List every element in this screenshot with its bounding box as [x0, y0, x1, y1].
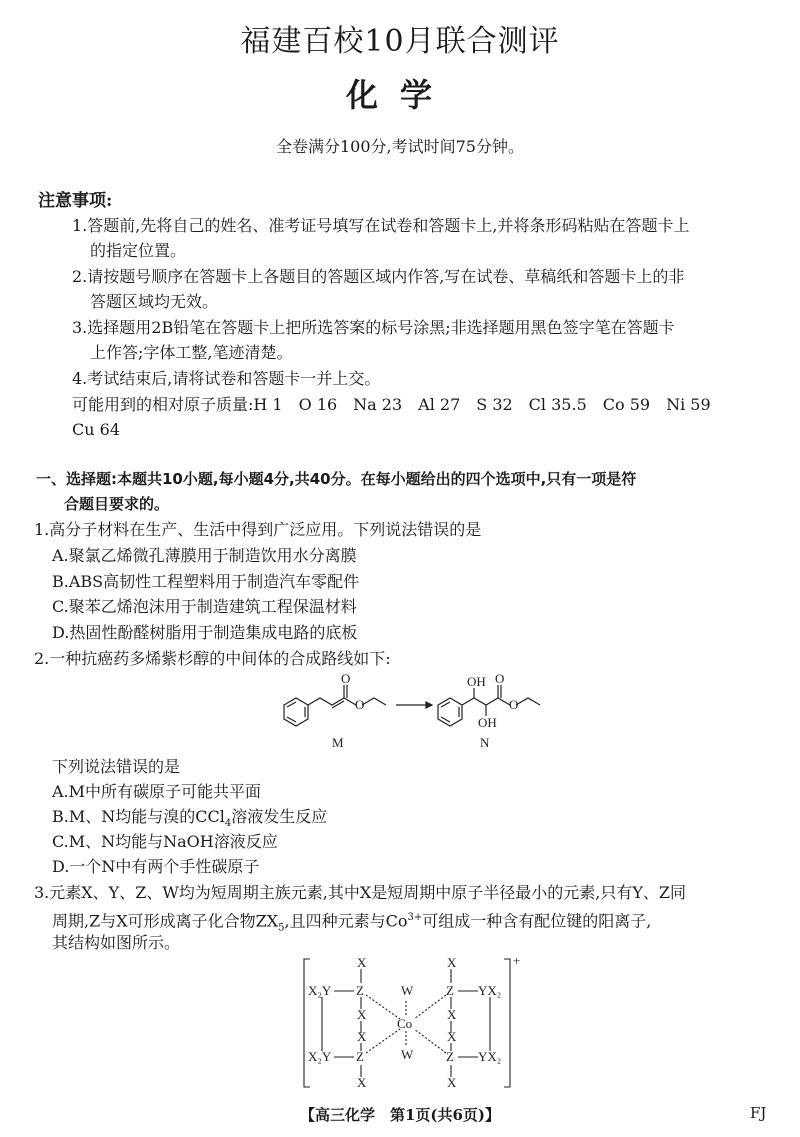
q2-reaction-scheme: [270, 672, 560, 752]
notice-item-3-line-1: 3.选择题用2B铅笔在答题卡上把所选答案的标号涂黑;非选择题用黑色签字笔在答题卡: [72, 318, 675, 337]
notice-item-3-line-2: 上作答;字体工整,笔迹清楚。: [90, 343, 293, 362]
q3-stem-line-3: 其结构如图所示。: [52, 933, 181, 952]
atomic-mass-line-1: 可能用到的相对原子质量:H 1 O 16 Na 23 Al 27 S 32 Cl 35.5 Co 59 Ni 59: [72, 395, 711, 414]
q3-stem-line-1: 3.元素X、Y、Z、W均为短周期主族元素,其中X是短周期中原子半径最小的元素,只有Y、Z同: [34, 883, 687, 902]
label-m: M: [332, 735, 344, 750]
q2-prompt: 下列说法错误的是: [52, 757, 181, 776]
x-mid-right-1: X: [447, 1007, 457, 1022]
q1-stem: 1.高分子材料在生产、生活中得到广泛应用。下列说法错误的是: [34, 520, 482, 539]
x-top-right: X: [447, 955, 457, 970]
z-lower-right: Z: [446, 1049, 454, 1064]
atomic-mass-line-2: Cu 64: [72, 420, 120, 439]
n-carbonyl-o: O: [495, 672, 505, 686]
q2-stem: 2.一种抗癌药多烯紫杉醇的中间体的合成路线如下:: [34, 649, 391, 668]
notice-heading: 注意事项:: [38, 191, 113, 211]
m-carbonyl-o: O: [341, 672, 351, 686]
w-top: W: [401, 983, 414, 998]
yx2-upper-right: YX₂: [478, 983, 502, 998]
z-upper-right: Z: [446, 983, 454, 998]
x-bottom-left: X: [357, 1075, 367, 1090]
q1-option-b: B.ABS高韧性工程塑料用于制造汽车零配件: [52, 572, 360, 591]
q2-option-c: C.M、N均能与NaOH溶液反应: [52, 832, 278, 851]
z-lower-left: Z: [356, 1049, 364, 1064]
z-upper-left: Z: [356, 983, 364, 998]
w-bottom: W: [401, 1047, 414, 1062]
section-1-heading-line-2: 合题目要求的。: [64, 495, 170, 513]
label-n: N: [480, 735, 490, 750]
right-bracket: [504, 959, 510, 1087]
x2y-lower-left: X₂Y: [308, 1049, 332, 1064]
x-mid-right-2: X: [447, 1029, 457, 1044]
exam-title: 福建百校10月联合测评: [240, 24, 560, 59]
x-top-left: X: [357, 955, 367, 970]
page-footer: 【高三化学 第1页(共6页)】: [299, 1106, 501, 1124]
q1-option-d: D.热固性酚醛树脂用于制造集成电路的底板: [52, 623, 358, 642]
q2-option-b: B.M、N均能与溴的CCl$_4$溶液发生反应: [52, 807, 328, 830]
m-ester-o: O: [355, 697, 365, 712]
left-bracket: [304, 959, 310, 1087]
notice-item-1-line-2: 的指定位置。: [90, 241, 187, 260]
region-code: FJ: [750, 1104, 767, 1122]
notice-item-4: 4.考试结束后,请将试卷和答题卡一并上交。: [72, 369, 381, 388]
x2y-upper-left: X₂Y: [308, 983, 332, 998]
charge-sign: +: [513, 955, 521, 968]
x-bottom-right: X: [447, 1075, 457, 1090]
n-ester-o: O: [509, 697, 519, 712]
x-mid-left-2: X: [357, 1029, 367, 1044]
q1-option-c: C.聚苯乙烯泡沫用于制造建筑工程保温材料: [52, 597, 357, 616]
q2-option-d: D.一个N中有两个手性碳原子: [52, 857, 260, 876]
score-time-line: 全卷满分100分,考试时间75分钟。: [276, 137, 524, 156]
q3-complex-structure: [300, 955, 530, 1095]
notice-item-1-line-1: 1.答题前,先将自己的姓名、准考证号填写在试卷和答题卡上,并将条形码粘贴在答题卡上: [72, 216, 690, 235]
q3-stem-line-2: 周期,Z与X可形成离子化合物$ZX_5$,且四种元素与$Co^{3+}$可组成一种含有配位键的阳离子,: [52, 911, 652, 934]
notice-item-2-line-1: 2.请按题号顺序在答题卡上各题目的答题区域内作答,写在试卷、草稿纸和答题卡上的非: [72, 267, 685, 286]
x-mid-left-1: X: [357, 1007, 367, 1022]
q2-option-a: A.M中所有碳原子可能共平面: [52, 782, 262, 801]
q1-option-a: A.聚氯乙烯微孔薄膜用于制造饮用水分离膜: [52, 546, 357, 565]
notice-item-2-line-2: 答题区域均无效。: [90, 292, 219, 311]
subject-title: 化学: [345, 76, 454, 114]
n-oh-bottom: OH: [478, 715, 497, 730]
yx2-lower-right: YX₂: [478, 1049, 502, 1064]
co-center: Co: [397, 1016, 413, 1031]
section-1-heading-line-1: 一、选择题:本题共10小题,每小题4分,共40分。在每小题给出的四个选项中,只有一项是符: [36, 470, 637, 488]
n-oh-top: OH: [467, 674, 486, 689]
